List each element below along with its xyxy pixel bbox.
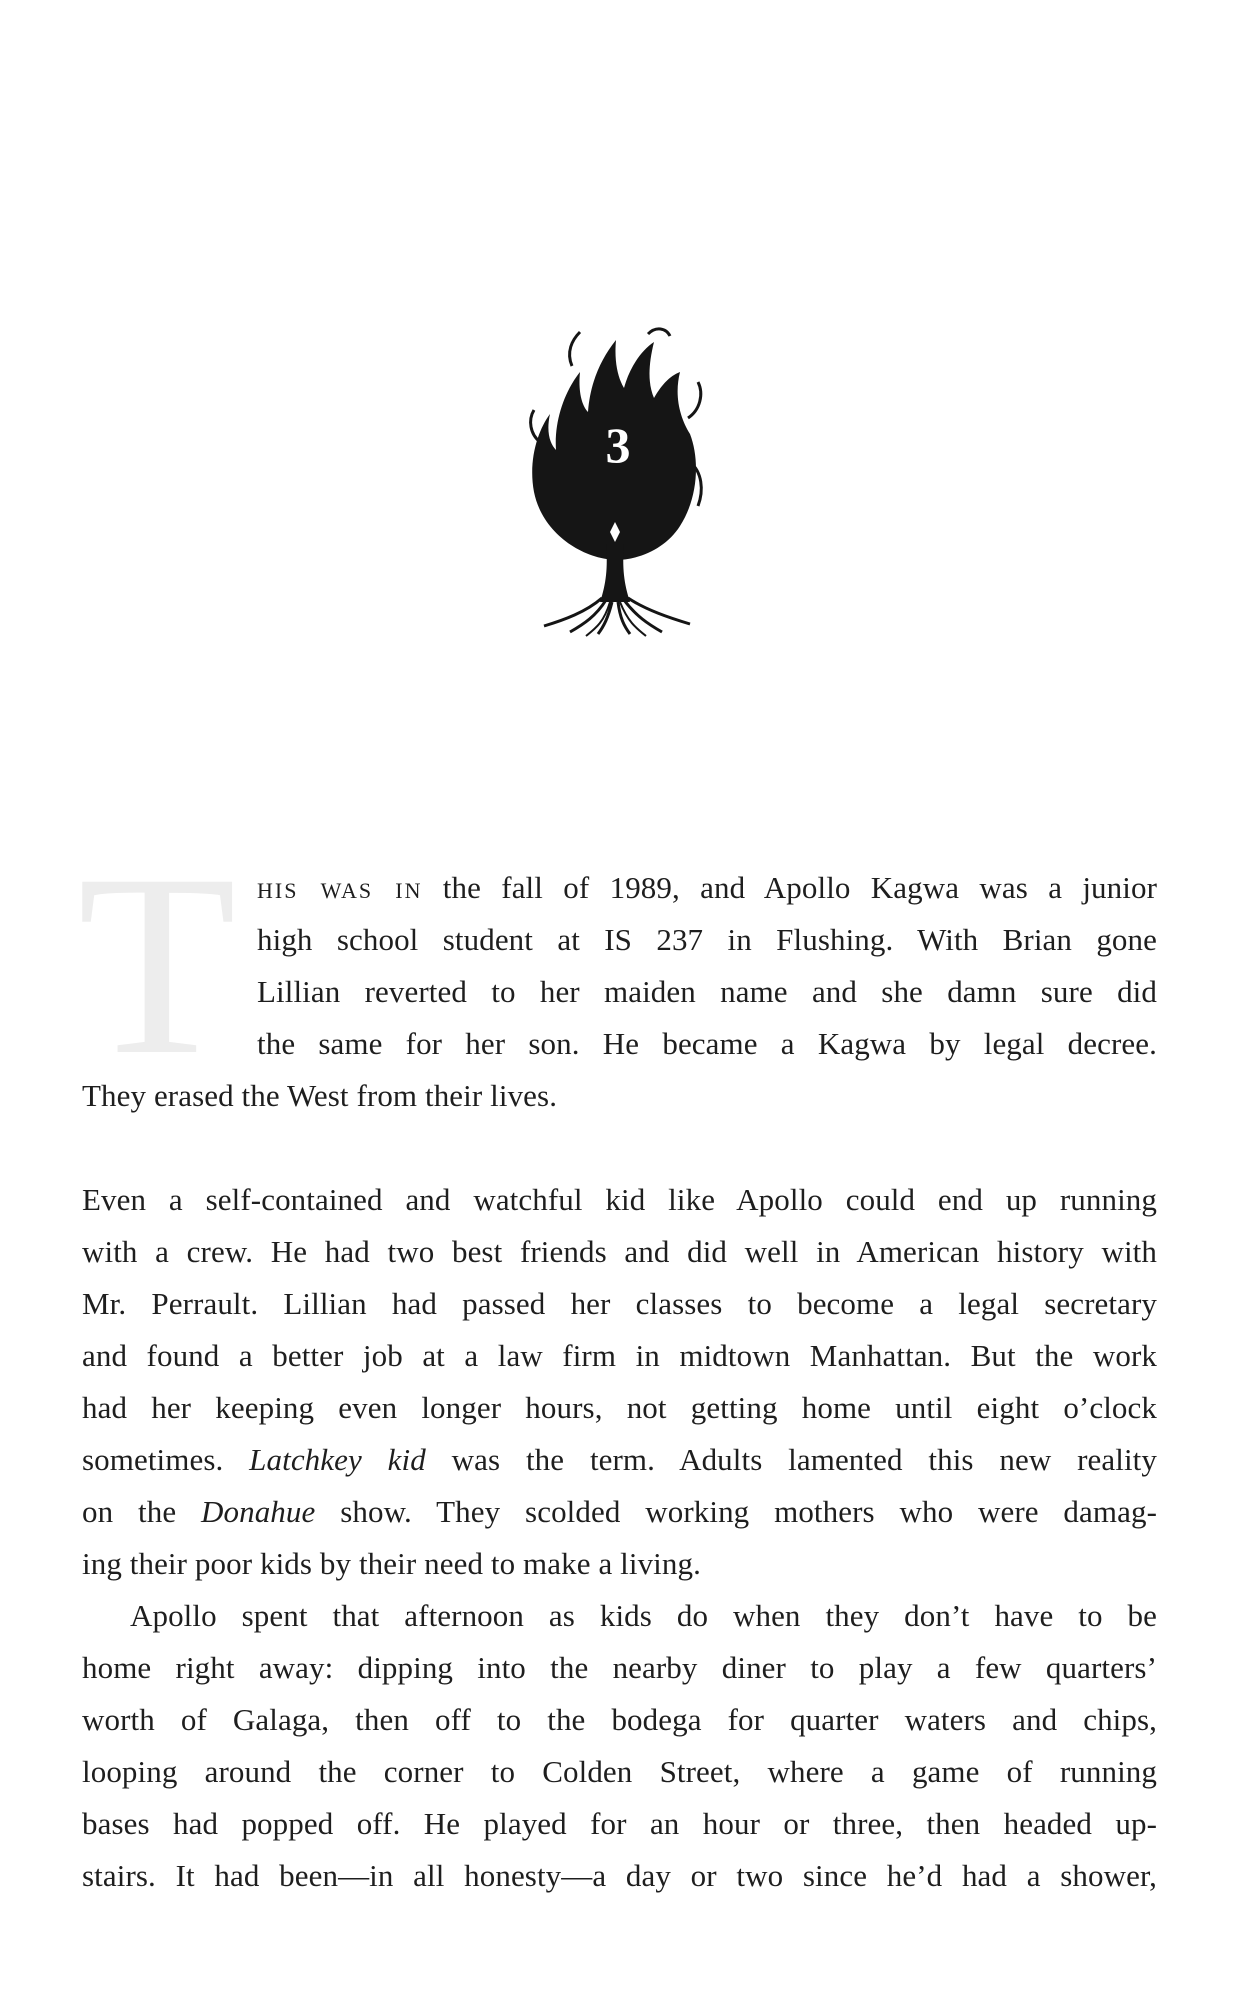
text-line: Apollo spent that afternoon as kids do when they don’t have to be bbox=[130, 1598, 1157, 1633]
text-line: looping around the corner to Colden Street, where a game of running bbox=[82, 1754, 1157, 1789]
text-line: high school student at IS 237 in Flushing. With Brian gone bbox=[257, 922, 1157, 957]
text-line: They erased the West from their lives. bbox=[82, 1078, 558, 1113]
text-line: Mr. Perrault. Lillian had passed her classes to become a legal secretary bbox=[82, 1286, 1157, 1321]
text-line: on the Donahue show. They scolded working mothers who were damag- bbox=[82, 1494, 1157, 1529]
text-line: and found a better job at a law firm in midtown Manhattan. But the work bbox=[82, 1338, 1157, 1373]
chapter-ornament bbox=[520, 322, 710, 642]
text-line: the same for her son. He became a Kagwa by legal decree. bbox=[257, 1026, 1157, 1061]
text-line: Lillian reverted to her maiden name and she damn sure did bbox=[257, 974, 1157, 1009]
text-line: ing their poor kids by their need to make a living. bbox=[82, 1546, 701, 1581]
burning-tree-icon bbox=[520, 322, 710, 642]
italic-show-title: Donahue bbox=[201, 1494, 316, 1529]
chapter-number: 3 bbox=[605, 417, 631, 473]
text-line: home right away: dipping into the nearby diner to play a few quarters’ bbox=[82, 1650, 1157, 1685]
text-line: had her keeping even longer hours, not getting home until eight o’clock bbox=[82, 1390, 1157, 1425]
italic-term: Latchkey kid bbox=[249, 1442, 426, 1477]
text-line: worth of Galaga, then off to the bodega for quarter waters and chips, bbox=[82, 1702, 1157, 1737]
text-line: Even a self-contained and watchful kid like Apollo could end up running bbox=[82, 1182, 1157, 1217]
drop-cap: T bbox=[77, 821, 237, 1109]
text-line: stairs. It had been—in all honesty—a day or two since he’d had a shower, bbox=[82, 1858, 1157, 1893]
text-line: his was in the fall of 1989, and Apollo Kagwa was a junior bbox=[257, 870, 1157, 905]
text-line: sometimes. Latchkey kid was the term. Adults lamented this new reality bbox=[82, 1442, 1157, 1477]
small-caps-lead-in: his was in bbox=[257, 870, 423, 905]
text-line: bases had popped off. He played for an hour or three, then headed up- bbox=[82, 1806, 1157, 1841]
text-line: with a crew. He had two best friends and did well in American history with bbox=[82, 1234, 1157, 1269]
